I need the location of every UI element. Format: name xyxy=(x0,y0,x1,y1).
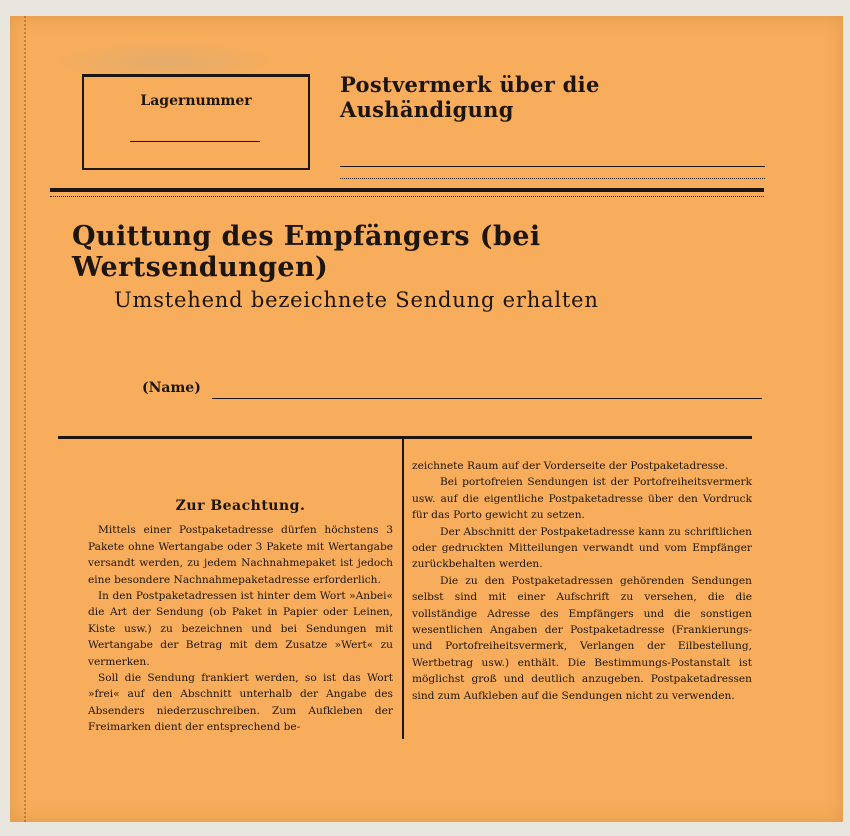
name-signature-line xyxy=(212,398,762,399)
notes-top-rule xyxy=(58,436,752,439)
postvermerk-heading: Postvermerk über die Aushändigung xyxy=(340,72,600,122)
notes-left-column xyxy=(88,498,393,736)
notes-heading: Zur Beachtung. xyxy=(175,498,306,514)
receipt-subtitle: Umstehend bezeichnete Sendung erhalten xyxy=(114,288,599,312)
notes-paragraph: Soll die Sendung frankiert werden, so ist das Wort »frei« auf den Abschnitt unterhalb der Angabe des Absenders niederzuschreiben. Zum Aufkleben der Freimarken dient der entsprechend be- xyxy=(88,672,393,734)
notes-paragraph: Bei portofreien Sendungen ist der Portofreiheitsvermerk usw. auf die eigentliche Postpaketadresse über den Vordruck für das Porto gewicht zu setzen. xyxy=(412,476,752,522)
notes-paragraph: zeichnete Raum auf der Vorderseite der Postpaketadresse. xyxy=(412,460,729,472)
parcel-card xyxy=(10,16,843,822)
column-divider xyxy=(402,439,404,739)
box-top-rule xyxy=(82,74,310,77)
notes-paragraph: Die zu den Postpaketadressen gehörenden Sendungen selbst sind mit einer Aufschrift zu versehen, die die vollständige Adresse des Empfängers und die sonstigen wesentlichen Angaben der Postpaketadresse (Frankierungs- und Portofreiheitsvermerk, Verlangen der Eilbestellung, Wertbetrag usw.) enthält. Die Bestimmungs-Postanstalt ist möglichst groß und deutlich anzugeben. Postpaketadressen sind zum Aufkleben auf die Sendungen nicht zu verwenden. xyxy=(412,574,752,702)
notes-paragraph: Mittels einer Postpaketadresse dürfen höchstens 3 Pakete ohne Wertangabe oder 3 Pakete mit Wertangabe versandt werden, zu jedem Nachnahmepaket ist jedoch eine besondere Nachnahmepaketadresse erforderlich. xyxy=(88,524,393,586)
section-divider xyxy=(50,188,764,192)
notes-right-column xyxy=(412,458,752,704)
notes-paragraph: Der Abschnitt der Postpaketadresse kann zu schriftlichen oder gedruckten Mitteilungen verwandt und vom Empfänger zurückbehalten werden. xyxy=(412,525,752,571)
postvermerk-line xyxy=(340,166,765,167)
section-divider-dotted xyxy=(50,196,764,197)
lagernummer-line xyxy=(130,141,260,142)
name-label: (Name) xyxy=(142,380,201,396)
postvermerk-dotted-line xyxy=(340,178,765,179)
lagernummer-label: Lagernummer xyxy=(140,93,252,109)
lagernummer-box xyxy=(82,74,310,170)
receipt-title: Quittung des Empfängers (bei Wertsendungen) xyxy=(72,221,541,283)
notes-paragraph: In den Postpaketadressen ist hinter dem Wort »Anbei« die Art der Sendung (ob Paket in Papier oder Leinen, Kiste usw.) zu bezeichnen und bei Sendungen mit Wertangabe der Betrag mit dem Zusatze »Wert« zu vermerken. xyxy=(88,590,393,668)
perforation-line xyxy=(24,16,26,822)
